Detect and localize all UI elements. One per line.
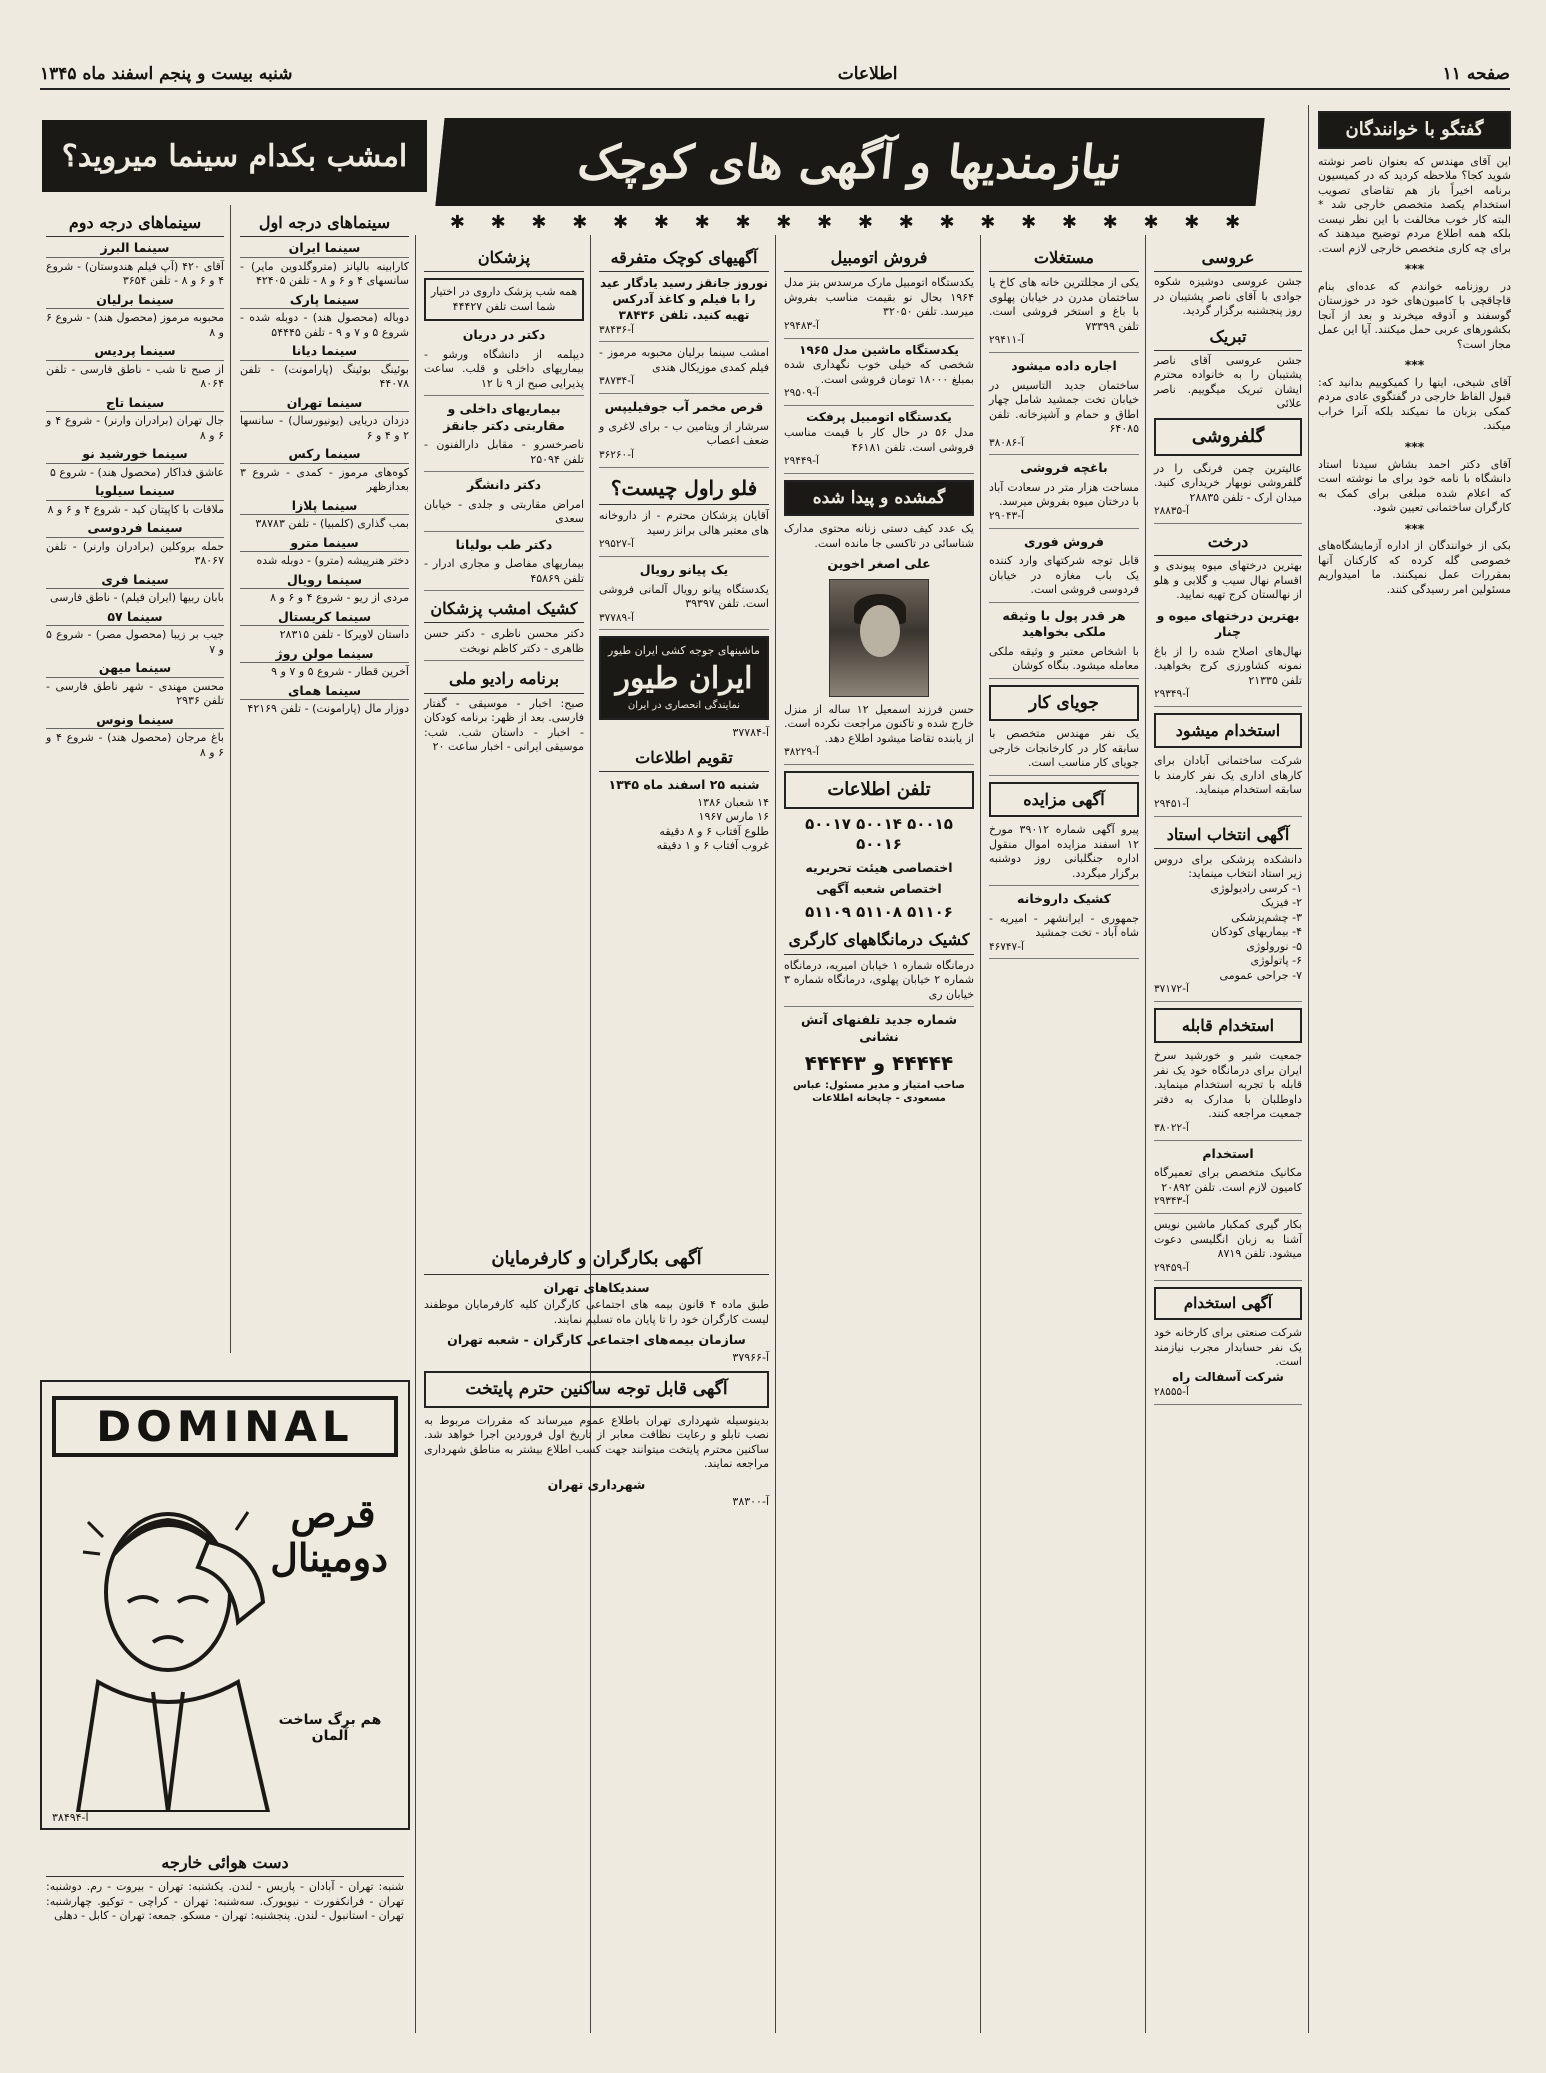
cinema-text: جیب بر زیبا (محصول مصر) - شروع ۵ و ۷ (46, 628, 224, 656)
fruit-ad (1154, 645, 1302, 707)
car-text: شخصی که خیلی خوب نگهداری شده بمبلغ ۱۸۰۰۰ تومان فروشی است. (784, 358, 974, 386)
separator: *** (1404, 439, 1425, 454)
cinema-text: از صبح تا شب - ناطق فارسی - تلفن ۸۰۶۴ (46, 362, 224, 391)
cinema-name: سینما ایران (240, 240, 409, 258)
calendar-row: طلوع آفتاب ۶ و ۸ دقیقه (659, 824, 769, 838)
cinema-listing (240, 240, 409, 289)
iran-title: ماشینهای جوجه کشی ایران طیور (608, 644, 760, 658)
cinema-text: عاشق فداکار (محصول هند) - شروع ۵ (49, 465, 224, 479)
city-text: بدینوسیله شهرداری تهران باطلاع عموم میرساند که مقررات مربوط به نصب تابلو و رعایت نظافت معابر از تاریخ اول فروردین اجرا خواهد شد. ساکنین محترم پایتخت میتوانند جهت کسب اطلاع بیشتر به مناطق شهرداری مراجعه نمایند. (424, 1413, 769, 1471)
cinema-name: سینما البرز (46, 240, 224, 258)
headache-man-illustration (58, 1482, 288, 1812)
oncall-heading: کشیک امشب پزشکان (424, 598, 584, 623)
cinema-name: سینما خورشید نو (46, 446, 224, 464)
teacher-list-item: ۲- فیزیک (1261, 896, 1302, 910)
oncall-text: دکتر محسن ناظری - دکتر حسن ظاهری - دکتر کاظم نوبخت (424, 627, 584, 661)
realestate-ref: آ-۲۹۴۱۱ (989, 334, 1024, 347)
cinema-text: دوزار مال (پارامونت) - تلفن ۴۲۱۶۹ (247, 702, 409, 716)
city-heading: آگهی قابل توجه ساکنین حترم پایتخت (424, 1371, 769, 1407)
notice2-ref: آ-۲۸۵۵۵ (1154, 1385, 1189, 1398)
flute-ad (599, 509, 769, 557)
cinema-name: سینما تاج (46, 395, 224, 413)
date-line: شنبه بیست و پنجم اسفند ماه ۱۳۴۵ (40, 64, 293, 84)
person-ref: آ-۳۸۲۲۹ (784, 746, 819, 759)
dominal-ad (40, 1380, 410, 1830)
cinema-name: سینما دیانا (240, 343, 409, 361)
midwife-text: جمعیت شیر و خورشید سرخ ایران برای درمانگاه خود یک نفر قابله با تجربه استخدام مینماید. داوطلبان با مدارک به دفتر جمعیت مراجعه کنند. (1154, 1049, 1302, 1121)
calendar-date: شنبه ۲۵ اسفند ماه ۱۳۴۵ (608, 777, 760, 793)
fire-heading: شماره جدید تلفنهای آتش نشانی (800, 1012, 958, 1044)
iran-tuyur-ad (599, 636, 769, 719)
photo-face (860, 605, 900, 657)
cinema-name: سینما ۵۷ (46, 609, 224, 627)
cinema-text: ملاقات با کاپیتان کید - شروع ۴ و ۶ و ۸ (47, 502, 224, 516)
person-text: حسن فرزند اسمعیل ۱۲ ساله از منزل خارج شده و تاکنون مراجعت نکرده است. از یابنده تقاضا میشود اطلاع دهد. (784, 702, 975, 745)
rent-ref: آ-۳۸۰۸۶ (989, 436, 1024, 449)
page-label: صفحه ۱۱ (1442, 64, 1510, 84)
notice2-ad (1154, 1326, 1302, 1404)
flute-text: آقایان پزشکان محترم - از داروخانه های معتبر هالی برانز رسید (599, 509, 769, 537)
rent-ad (989, 379, 1139, 456)
paper-name: اطلاعات (837, 64, 898, 84)
misc-ref: آ-۳۸۷۳۴ (599, 375, 634, 388)
column-rule (1308, 105, 1309, 2033)
cinema-name: سینما برلیان (46, 292, 224, 310)
doctor-name: بیماریهای داخلی و مقاربتی دکتر جانقز (443, 401, 565, 433)
teacher-list-item: ۷- جراحی عمومی (1219, 968, 1302, 982)
city-ref: آ-۳۸۳۰۰ (732, 1495, 769, 1509)
cinema-listing (240, 572, 409, 606)
readers-column (1312, 105, 1517, 2033)
hire-heading: استخدام میشود (1154, 713, 1302, 748)
midwife-ad (1154, 1049, 1302, 1140)
calendar-row: غروب آفتاب ۶ و ۱ دقیقه (656, 839, 769, 853)
hire-ad (1154, 754, 1302, 816)
flowers-text: عالیترین چمن فرنگی را در گلفروشی نوبهار خریداری کنید. میدان ارک - تلفن ۲۸۸۳۵ (1154, 461, 1302, 504)
cinema-listing (46, 343, 224, 392)
doctors-column (418, 240, 590, 1233)
cinema-listing (240, 395, 409, 444)
teacher-list-item: ۱- کرسی رادیولوژی (1210, 881, 1302, 895)
congrats-heading: تبریک (1154, 326, 1302, 351)
misc-ad (599, 346, 769, 394)
doctor-name: دکتر در دریان (462, 327, 546, 343)
cinema-text: حمله بروکلین (برادران وارنر) - تلفن ۳۸۰۶۷ (46, 539, 224, 568)
cinema-listing (46, 395, 224, 444)
teacher-ref: آ-۳۷۱۷۲ (1154, 983, 1189, 996)
workers-ref: آ-۳۷۹۶۶ (732, 1350, 769, 1364)
car-ad (784, 276, 974, 338)
teacher-text: دانشکده پزشکی برای دروس زیر استاد انتخاب مینماید: (1154, 852, 1302, 881)
congrats-text: جشن عروسی آقای ناصر پشتیبان را به خانواده محترم ایشان تبریک میگوییم. ناصر علائی (1154, 353, 1302, 411)
car-text: یکدستگاه اتومبیل مارک مرسدس بنز مدل ۱۹۶۴ بحال نو بقیمت مناسب بفروش میرسد. تلفن ۳۲۰۵۰ (784, 276, 974, 319)
column-rule (1145, 235, 1146, 2033)
piano-text: یکدستگاه پیانو رویال آلمانی فروشی است. تلفن ۳۹۳۹۷ (599, 582, 769, 611)
doctors-box: همه شب پزشک داروی در اختیار شما است تلفن ۴۴۴۲۷ (424, 278, 584, 321)
car-text: مدل ۵۶ در حال کار با قیمت مناسب فروشی است. تلفن ۴۶۱۸۱ (784, 426, 975, 454)
publisher-line: صاحب امتیاز و مدیر مسئول: عباس مسعودی - چاپخانه اطلاعات (793, 1079, 965, 1104)
trees-heading: درخت (1154, 531, 1302, 556)
flowers-ad (1154, 462, 1302, 524)
cinema-listing (240, 609, 409, 643)
second-class-heading: سینماهای درجه دوم (46, 212, 224, 237)
cinema-listing (46, 240, 224, 289)
person-name: علی اصغر اخوین (827, 556, 931, 572)
readers-paragraph: آقای دکتر احمد بشاش سیدنا استاد دانشگاه با نامه خود برای ما نوشته است که اعلام شده مبلغی برای کمک به کارگران ساختمانی تعیین شود. (1318, 457, 1511, 515)
readers-heading: گفتگو با خوانندگان (1318, 111, 1511, 149)
workers-text: طبق ماده ۴ قانون بیمه های اجتماعی کارگران کلیه کارفرمایان موظفند لیست کارگران خود را تا پایان ماه تسلیم نمایند. (424, 1298, 769, 1326)
pharmacy-ref: آ-۴۶۷۴۷ (989, 940, 1024, 953)
cinemas-second-class (40, 205, 230, 1353)
iran-logo-text: ایران طیور (615, 660, 753, 696)
mech-ad (1154, 1166, 1302, 1214)
hire-text: شرکت ساختمانی آبادان برای کارهای اداری یک نفر کارمند با سابقه استخدام مینماید. (1154, 754, 1302, 797)
yeast-text: سرشار از ویتامین ب - برای لاغری و ضعف اعصاب (599, 419, 769, 448)
cinema-text: محبوبه مرموز (محصول هند) - شروع ۶ و ۸ (46, 311, 224, 339)
teacher-list-item: ۶- پاتولوژی (1250, 954, 1302, 968)
first-class-heading: سینماهای درجه اول (240, 212, 409, 237)
piano-heading: یک پیانو رویال (639, 562, 729, 578)
cinema-name: سینما ونوس (46, 712, 224, 730)
cinema-text: داستان لاویرکا - تلفن ۲۸۳۱۵ (279, 628, 409, 642)
job-text: یک نفر مهندس متخصص با سابقه کار در کارخانجات خارجی جویای کار مناسب است. (989, 727, 1139, 776)
person-ad (784, 703, 974, 765)
realestate-text: یکی از مجللترین خانه های کاخ یا ساختمان مدرن در خیابان پهلوی با باغ و استخر فروشی است. تلفن ۷۳۳۹۹ (989, 276, 1139, 333)
cars-heading: فروش اتومبیل (784, 247, 974, 272)
garden-heading: باغچه فروشی (1020, 460, 1108, 476)
flute-ref: آ-۲۹۵۲۷ (599, 538, 634, 551)
cinema-listing (240, 498, 409, 532)
pharmacy-ad (989, 912, 1139, 960)
cinema-text: کوه‌های مرموز - کمدی - شروع ۳ بعدازظهر (240, 465, 409, 494)
masthead (40, 60, 1510, 90)
radio-text: صبح: اخبار - موسیقی - گفتار فارسی. بعد از ظهر: برنامه کودکان - اخبار - داستان شب. شب: موسیقی ایرانی - اخبار ساعت ۲۰ (424, 696, 584, 754)
cinema-text: کارابینه بالیانز (متروگلدوین مایر) - سانسهای ۴ و ۶ و ۸ - تلفن ۴۲۴۰۵ (240, 259, 409, 288)
readers-paragraph: در روزنامه خواندم که عده‌ای بنام قاچاقچی با کامیون‌های خود در خوزستان گوسفند و آذوقه میخرند و بعد از آنجا بکشورهای عربی حمل میکنند. آیا این عمل مجاز است؟ (1318, 279, 1511, 351)
yeast-ref: آ-۳۶۲۶۰ (599, 448, 634, 461)
cinema-text: محسن مهندی - شهر ناطق فارسی - تلفن ۲۹۳۶ (46, 679, 224, 708)
mortgage-heading: هر قدر پول با وثیقه ملکی بخواهید (1002, 607, 1126, 640)
teacher-list-item: ۳- چشم‌پزشکی (1231, 910, 1302, 924)
cinema-name: سینما فردوسی (46, 520, 224, 538)
cinema-name: سینما همای (240, 683, 409, 701)
cinema-text: بوئینگ بوئینگ (پارامونت) - تلفن ۴۴۰۷۸ (240, 362, 409, 391)
pharmacy-heading: کشیک داروخانه (1017, 891, 1111, 907)
notice2-company: شرکت آسفالت راه (1172, 1369, 1284, 1384)
misc-text: امشب سینما برلیان محبوبه مرموز - فیلم کمدی موزیکال هندی (599, 346, 769, 374)
classifieds-banner: نیازمندیها و آگهی های کوچک (435, 118, 1264, 206)
readers-paragraph: این آقای مهندس که بعنوان ناصر نوشته شوید کجا؟ ملاحظه کردید که در کمیسیون برنامه اخیراً باز هم تقاضای تصویب استخدام یکصد متخصص خارجی شد * البته کار خوب مخالفت با این نظر نیست بلکه همه اطلاع مردم توضیح میدهند که برای چه کاری متخصص خارجی لازم است. (1318, 154, 1511, 255)
typist-text: بکار گیری کمکبار ماشین نویس آشنا به زبان انگلیسی دعوت میشود. تلفن ۸۷۱۹ (1154, 1218, 1302, 1261)
cinema-listing (240, 292, 409, 341)
workers-subtitle: سندیکاهای تهران (543, 1279, 650, 1295)
car-title: یکدستگاه اتومبیل پرفکت (806, 410, 952, 425)
teacher-ad (1154, 853, 1302, 1003)
cinema-name: سینما پلازا (240, 498, 409, 516)
cinema-listing (46, 483, 224, 517)
auction-text: پیرو آگهی شماره ۳۹۰۱۲ مورخ ۱۲ اسفند مزایده اموال منقول اداره جنگلبانی روز دوشنبه برگزار میگردد. (989, 823, 1139, 886)
column-rule (415, 235, 416, 2033)
flowers-heading: گلفروشی (1154, 418, 1302, 456)
piano-ad (599, 583, 769, 631)
mech-text: مکانیک متخصص برای تعمیرگاه کامیون لازم است. تلفن ۲۰۸۹۲ (1154, 1166, 1302, 1194)
shop-text: قابل توجه شرکتهای وارد کننده یک باب مغازه در خیابان فردوسی فروشی است. (989, 554, 1139, 603)
midwife-ref: آ-۳۸۰۲۲ (1154, 1121, 1189, 1134)
car-ref: آ-۲۹۴۴۹ (784, 455, 819, 468)
cinema-listing (240, 646, 409, 680)
workers-org: سازمان بیمه‌های اجتماعی کارگران - شعبه تهران (447, 1332, 746, 1348)
piano-ref: آ-۳۷۷۸۹ (599, 611, 634, 624)
calendar-row: ۱۴ شعبان ۱۳۸۶ (697, 795, 769, 809)
cinema-text: مردی از ریو - شروع ۴ و ۶ و ۸ (270, 591, 409, 605)
readers-paragraph: آقای شیخی، اینها را کمیکوییم بدانید که: قبول الفاظ خارجی در گفتگوی عادی مردم کمکی بزبان ما نمیکند بلکه آنرا خراب میکند. (1318, 375, 1511, 433)
cinema-text: باغ مرجان (محصول هند) - شروع ۴ و ۶ و ۸ (46, 731, 224, 759)
misc-text: نوروز جانقز رسید یادگار عید را با فیلم و کاغذ آدرکس تهیه کنید. تلفن ۳۸۴۳۶ (600, 276, 768, 322)
dominal-persian-name: قرص دومینال (270, 1491, 388, 1580)
cinema-name: سینما میهن (46, 660, 224, 678)
cinema-text: دختر هنرپیشه (مترو) - دوبله شده (256, 554, 409, 568)
car-title: یکدستگاه ماشین مدل ۱۹۶۵ (799, 342, 959, 357)
notices-column (1148, 240, 1308, 2033)
dominal-logo: DOMINAL (52, 1396, 398, 1457)
car-ref: آ-۲۹۴۸۳ (784, 319, 819, 332)
doctor-name: دکتر دانشگر (466, 477, 542, 493)
cinema-name: سینما سیلویا (46, 483, 224, 501)
phone-editorial: اختصاصی هیئت تحریریه (805, 859, 953, 875)
clinics-text: درمانگاه شماره ۱ خیابان امیریه، درمانگاه شماره ۲ خیابان پهلوی، درمانگاه شماره ۳ خیابان ری (784, 959, 974, 1008)
phone-numbers: ۵۰۰۱۵ ۵۰۰۱۴ ۵۰۰۱۷ ۵۰۰۱۶ (805, 815, 953, 853)
column-rule (230, 205, 231, 1353)
mech-ref: آ-۲۹۳۴۳ (1154, 1195, 1189, 1208)
wedding-heading: عروسی (1154, 247, 1302, 272)
fire-numbers: ۴۴۴۴۴ و ۴۴۴۴۳ (804, 1051, 954, 1076)
flowers-ref: آ-۲۸۸۳۵ (1154, 505, 1189, 518)
cinema-text: دزدان دریایی (یونیورسال) - سانسها ۲ و ۴ و ۶ (240, 414, 409, 442)
garden-ref: آ-۲۹۰۴۳ (989, 509, 1024, 522)
cinema-banner: امشب بکدام سینما میروید؟ (42, 120, 427, 192)
cinema-listing (240, 683, 409, 717)
airlines-heading: دست هوائی خارجه (46, 1852, 404, 1877)
notice2-heading: آگهی استخدام (1154, 1287, 1302, 1321)
flute-heading: فلو راول چیست؟ (599, 475, 769, 505)
cinema-text: بمب گذاری (کلمبیا) - تلفن ۳۸۷۸۳ (255, 517, 409, 531)
municipal-column (418, 1240, 775, 2033)
cinema-listing (46, 292, 224, 341)
realestate-column (983, 240, 1145, 2033)
car-ad (784, 410, 974, 474)
cinema-text: آخرین قطار - شروع ۵ و ۷ و ۹ (271, 665, 409, 679)
doctor-text: بیماریهای مفاصل و مجاری ادرار - تلفن ۴۵۸۶۹ (424, 557, 584, 591)
dominal-ref: آ-۳۸۴۹۴ (52, 1811, 89, 1824)
cinema-text: جال تهران (برادران وارنر) - شروع ۴ و ۶ و ۸ (46, 414, 224, 442)
phone-numbers-2: ۵۱۱۰۶ ۵۱۱۰۸ ۵۱۱۰۹ (805, 902, 953, 921)
dominal-subtitle: هم برگ ساخت آلمان (278, 1712, 382, 1744)
doctor-text: دیپلمه از دانشگاه ورشو - بیماریهای داخلی و قلب. ساعت پذیرایی صبح از ۹ تا ۱۲ (424, 348, 584, 397)
mortgage-text: با اشخاص معتبر و وثیقه ملکی معامله میشود. بنگاه کوشان (989, 645, 1139, 679)
clinics-heading: کشیک درمانگاههای کارگری (784, 929, 974, 954)
separator: *** (1404, 520, 1425, 536)
teacher-list-item: ۵- نورولوژی (1246, 939, 1302, 953)
misc-column (593, 240, 775, 1233)
airlines-text: شنبه: تهران - آبادان - پاریس - لندن. یکشنبه: تهران - بیروت - رم. دوشنبه: تهران - فرانکفورت - نیویورک. سه‌شنبه: تهران - کراچی - توکیو. چهارشنبه: تهران - استانبول - لندن. پنجشنبه: تهران - مسکو. جمعه: تهران - کابل - دهلی (46, 1880, 404, 1923)
cinema-text: بابان ربیها (ایران فیلم) - ناطق فارسی (49, 591, 224, 605)
airlines-column (40, 1845, 410, 2033)
garden-text: مساحت هزار متر در سعادت آباد با درختان میوه بفروش میرسد. (989, 480, 1139, 509)
cinema-name: سینما پارک (240, 292, 409, 310)
notice2-text: شرکت صنعتی برای کارخانه خود یک نفر حسابدار مجرب نیازمند است. (1154, 1326, 1302, 1369)
cinema-listing (240, 535, 409, 569)
cinema-listing (46, 520, 224, 569)
midwife-heading: استخدام قابله (1154, 1008, 1302, 1043)
cinema-listing (240, 446, 409, 495)
workers-heading: آگهی بکارگران و کارفرمایان (424, 1247, 769, 1275)
iran-ref: آ-۳۷۷۸۴ (732, 725, 769, 739)
teacher-heading: آگهی انتخاب استاد (1154, 824, 1302, 849)
lost-text: یک عدد کیف دستی زنانه محتوی مدارک شناسائی در تاکسی جا مانده است. (784, 522, 974, 550)
readers-paragraph: بکی از خوانندگان از اداره آزمایشگاه‌های خصوصی گله کرده که کارکنان آنها بمقررات عمل نمیکنند. ما امیدواریم مسئولین امر رسیدگی کنند. (1318, 539, 1511, 596)
yeast-heading: قرص مخمر آب جوفیلیپس (604, 399, 764, 415)
car-ref: آ-۲۹۵۰۹ (784, 387, 819, 400)
cinemas-first-class (234, 205, 415, 1353)
cinema-name: سینما مولن روژ (240, 646, 409, 664)
banner-ornament: ✱ ✱ ✱ ✱ ✱ ✱ ✱ ✱ ✱ ✱ ✱ ✱ ✱ ✱ ✱ ✱ ✱ ✱ ✱ ✱ (449, 212, 1251, 233)
misc-ad (599, 276, 769, 342)
rent-heading: اجاره داده میشود (1011, 358, 1117, 374)
car-ad (784, 343, 974, 407)
doctors-heading: پزشکان (424, 247, 584, 272)
phone-ads-dept: اختصاص شعبه آگهی (816, 881, 942, 897)
trees-text: بهترین درختهای میوه پیوندی و اقسام نهال سیب و گلابی و هلو از نهالستان کرج تهیه نمایید. (1154, 559, 1302, 602)
doctor-name: دکتر طب بولیانا (455, 536, 553, 552)
typist-ref: آ-۲۹۴۵۹ (1154, 1261, 1189, 1274)
hire-ref: آ-۲۹۴۵۱ (1154, 797, 1189, 810)
lost-heading: گمشده و پیدا شده (784, 480, 974, 516)
cinema-listing (46, 446, 224, 480)
cinema-listing (46, 660, 224, 709)
realestate-ad (989, 276, 1139, 353)
fruit-heading: بهترین درختهای میوه و چنار (1156, 607, 1300, 640)
cinema-name: سینما مترو (240, 535, 409, 553)
separator: *** (1404, 357, 1425, 373)
radio-heading: برنامه رادیو ملی (424, 668, 584, 693)
mech-heading: استخدام (1202, 1145, 1254, 1161)
garden-ad (989, 481, 1139, 529)
cinema-text: دوباله (محصول هند) - دوبله شده - شروع ۵ و ۷ و ۹ - تلفن ۵۴۴۴۵ (240, 311, 409, 339)
typist-ad (1154, 1218, 1302, 1280)
iran-text: نمایندگی انحصاری در ایران (627, 699, 741, 711)
cinema-name: سینما رکس (240, 446, 409, 464)
calendar-heading: تقویم اطلاعات (599, 747, 769, 772)
doctor-text: ناصرخسرو - مقابل دارالفنون - تلفن ۲۵۰۹۴ (424, 438, 584, 472)
misc-heading: آگهیهای کوچک متفرقه (599, 247, 769, 272)
fruit-ref: آ-۲۹۳۴۹ (1154, 688, 1189, 701)
rent-text: ساختمان جدید التاسیس در خیابان تخت جمشید شامل چهار اطاق و حمام و آشپزخانه. تلفن ۶۴۰۸۵ (989, 378, 1139, 436)
cinema-listing (46, 712, 224, 761)
calendar-row: ۱۶ مارس ۱۹۶۷ (698, 810, 769, 824)
realestate-heading: مستغلات (989, 247, 1139, 272)
cinema-text: آقای ۴۲۰ (آپ فیلم هندوستان) - شروع ۴ و ۶ و ۸ - تلفن ۳۶۵۴ (46, 259, 224, 288)
cinema-name: سینما تهران (240, 395, 409, 413)
wedding-text: جشن عروسی دوشیزه شکوه جوادی با آقای ناصر پشتیبان در روز پنجشنبه برگزار گردید. (1154, 275, 1302, 318)
cars-column (778, 240, 980, 2033)
cinema-listing (46, 609, 224, 658)
cinema-name: سینما کریستال (240, 609, 409, 627)
cinema-name: سینما پردیس (46, 343, 224, 361)
city-sign: شهرداری تهران (547, 1476, 646, 1492)
column-rule (775, 235, 776, 2033)
cinema-name: سینما رویال (240, 572, 409, 590)
misc-ref: آ-۳۸۴۳۶ (599, 323, 634, 336)
teacher-list-item: ۴- بیماریهای کودکان (1211, 925, 1302, 939)
doctor-text: امراض مقاربتی و جلدی - خیابان سعدی (424, 498, 584, 532)
separator: *** (1404, 261, 1425, 277)
missing-person-photo (829, 579, 929, 697)
shop-heading: فروش فوری (1023, 533, 1104, 549)
cinema-listing (240, 343, 409, 392)
pharmacy-text: جمهوری - ایرانشهر - امیریه - شاه آباد - تخت جمشید (989, 911, 1139, 940)
fruit-text: نهال‌های اصلاح شده را از باغ نمونه کشاورزی کرج بخواهید. تلفن ۲۱۳۳۵ (1154, 644, 1302, 687)
auction-heading: آگهی مزایده (989, 782, 1139, 817)
phone-heading: تلفن اطلاعات (784, 771, 974, 809)
yeast-ad (599, 420, 769, 468)
job-heading: جویای کار (989, 685, 1139, 721)
cinema-listing (46, 572, 224, 606)
column-rule (980, 235, 981, 2033)
cinema-name: سینما فری (46, 572, 224, 590)
